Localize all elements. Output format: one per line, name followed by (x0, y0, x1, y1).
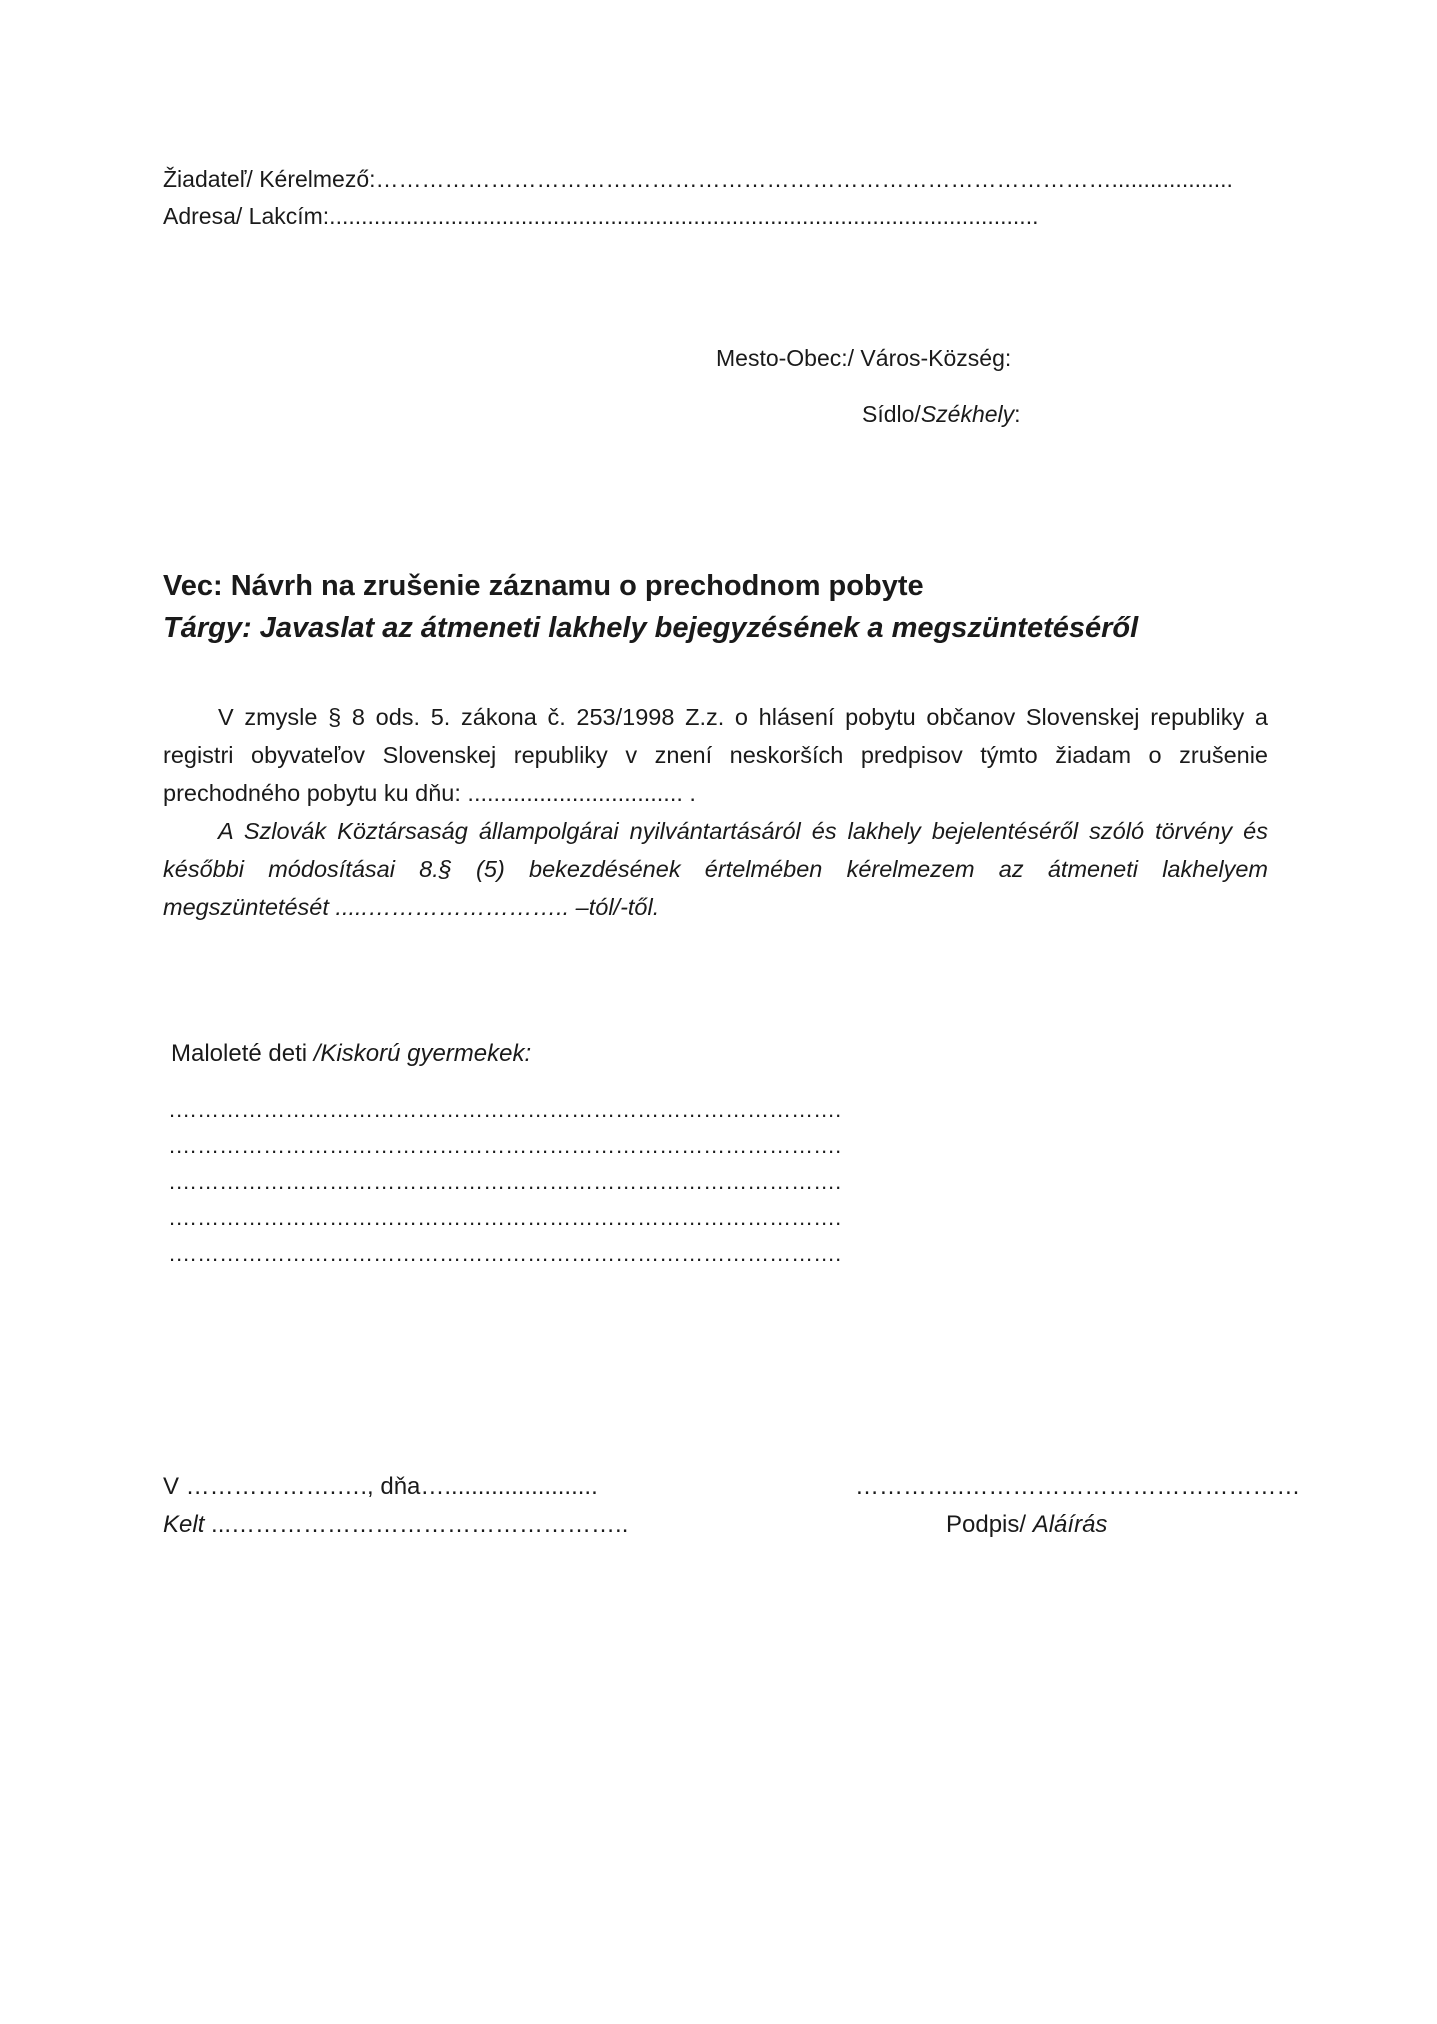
children-label-sk: Maloleté deti (171, 1040, 314, 1067)
address-field: Adresa/ Lakcím:............................................................................................................... (163, 203, 1039, 229)
body-paragraph-sk: V zmysle § 8 ods. 5. zákona č. 253/1998 Z.z. o hlásení pobytu občanov Slovenskej republiky a registri obyvateľov Slovenskej republiky v znení neskorších predpisov týmto žiadam o zrušenie prechodného pobytu ku dňu: ................................. . (163, 704, 1268, 806)
municipality-label: Mesto-Obec:/ Város-Község: (716, 345, 1012, 371)
kelt-label: Kelt (163, 1511, 205, 1538)
subject-block (163, 565, 1138, 649)
child-line: .………………………………………………………………………………. (169, 1097, 842, 1122)
signature-label (946, 1506, 1107, 1544)
seat-label-colon: : (1014, 401, 1021, 427)
child-line: .………………………………………………………………………………. (169, 1205, 842, 1230)
signature-label-sk: Podpis/ (946, 1511, 1033, 1538)
seat-label (862, 401, 1021, 429)
subject-sk: Vec: Návrh na zrušenie záznamu o prechodnom pobyte (163, 570, 924, 602)
seat-label-hu: Székhely (920, 401, 1015, 427)
applicant-field: Žiadateľ/ Kérelmező:……………………………………………………………………………………................... (163, 166, 1233, 192)
child-line: .………………………………………………………………………………. (169, 1133, 842, 1158)
signature-line: …………..…………………………………… (855, 1473, 1301, 1500)
place-date-field: V ……………….…., dňa…....................... (163, 1473, 598, 1500)
kelt-dots: ...………………………………………….. (204, 1511, 629, 1538)
seat-label-sk: Sídlo/ (862, 401, 921, 427)
kelt-field (163, 1506, 628, 1544)
place-date-block (163, 1468, 628, 1544)
subject-hu: Tárgy: Javaslat az átmeneti lakhely bejegyzésének a megszüntetéséről (163, 612, 1139, 645)
children-label (171, 1040, 531, 1068)
signature-label-hu: Aláírás (1032, 1511, 1108, 1538)
children-label-hu: /Kiskorú gyermekek: (313, 1040, 532, 1067)
children-list (169, 1092, 841, 1272)
body-paragraph-hu: A Szlovák Köztársaság állampolgárai nyilvántartásáról és lakhely bejelentéséről szóló törvény és későbbi módosításai 8.§ (5) bekezdésének értelmében kérelmezem az átmeneti lakhelyem megszüntetését .....…………………….. –tól/-től. (163, 818, 1268, 920)
child-line: .………………………………………………………………………………. (169, 1169, 842, 1194)
child-line: .………………………………………………………………………………. (169, 1241, 842, 1266)
